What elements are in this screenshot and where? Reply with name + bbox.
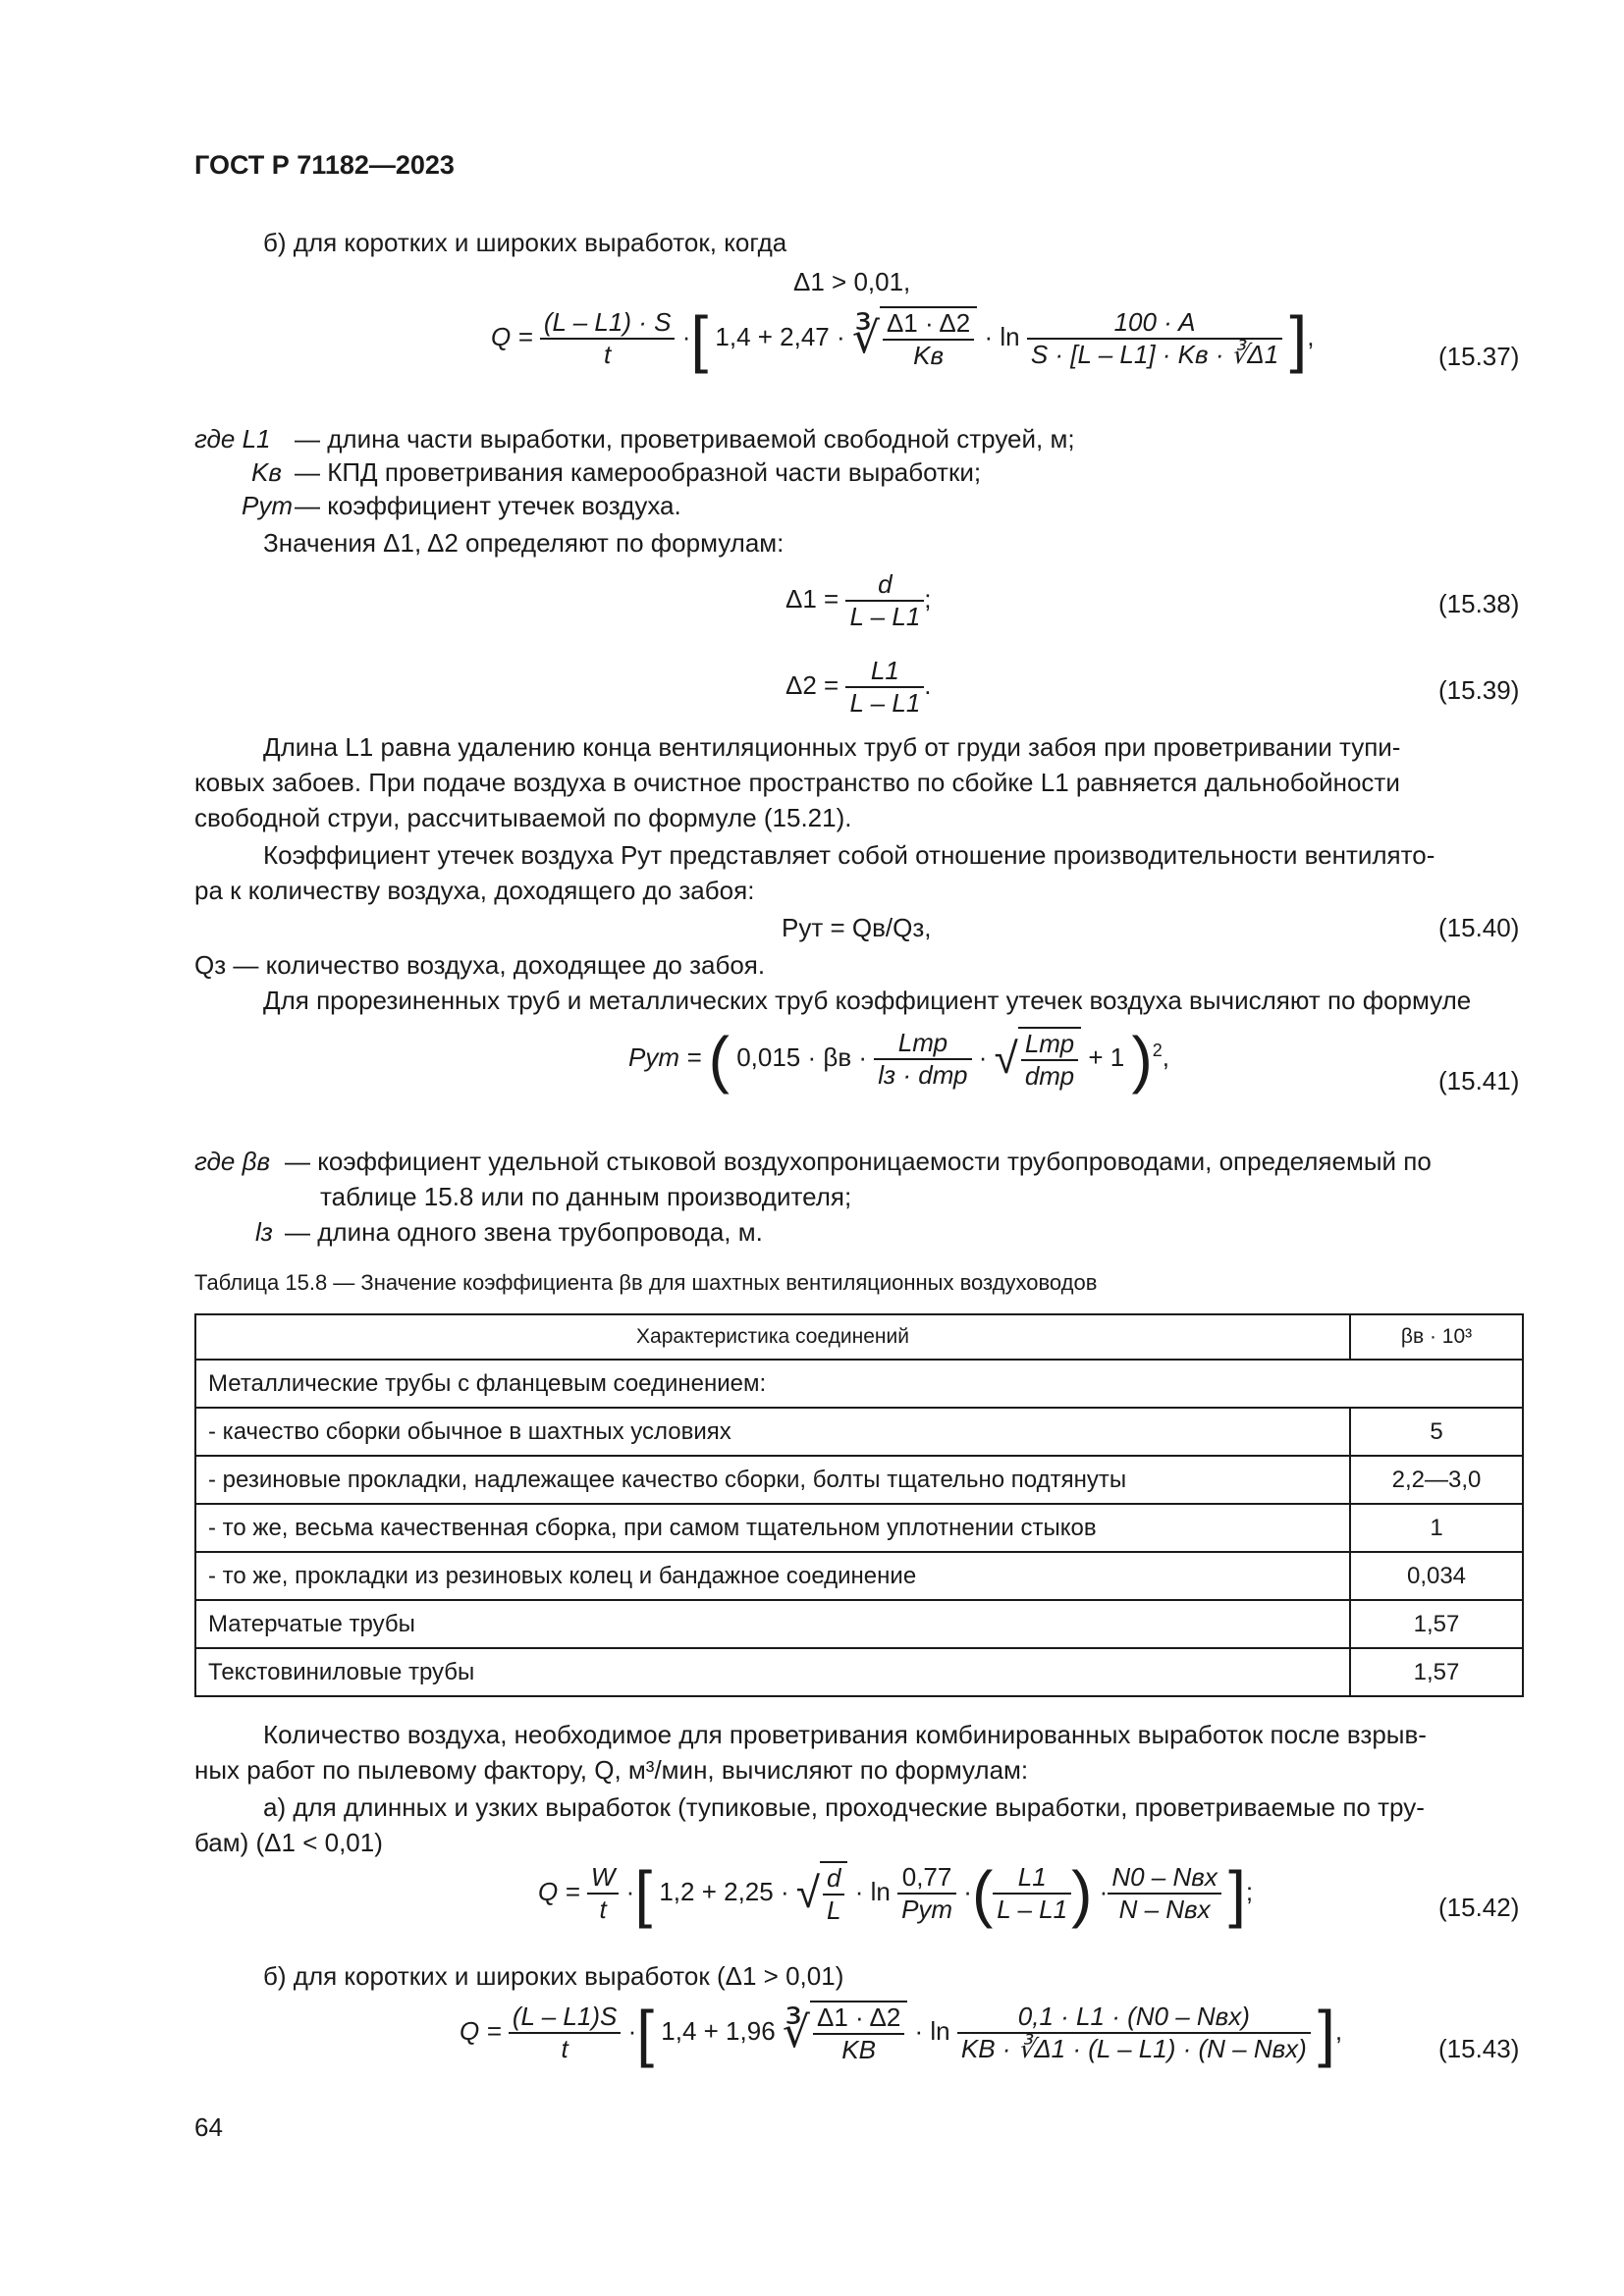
table-group-label: Металлические трубы с фланцевым соединением: (195, 1360, 1523, 1408)
rubber-pipes-intro: Для прорезиненных труб и металлических труб коэффициент утечек воздуха вычисляют по формуле (263, 986, 1472, 1015)
table-header-row (195, 1314, 1523, 1360)
table-row-value: 1,57 (1350, 1600, 1523, 1648)
table-header-characteristic: Характеристика соединений (195, 1314, 1350, 1360)
table-row (195, 1504, 1523, 1552)
table-row-label: - то же, прокладки из резиновых колец и бандажное соединение (195, 1552, 1350, 1600)
equation-number-15-42: (15.42) (1438, 1893, 1520, 1922)
values-intro: Значения Δ1, Δ2 определяют по формулам: (263, 528, 785, 558)
equation-15-42: Q = $\frac{W}{t}$ ·[ 1,2 + 2,25 · √ $\frac{d}{L}$ · ln 0,77 Pут ·( $\frac{L1}{L - L1}$ ) · N0 – Nвх N – Nвх ]; (538, 1858, 1254, 1930)
equation-number-15-43: (15.43) (1438, 2034, 1520, 2063)
table-row (195, 1648, 1523, 1696)
table-row-label: - качество сборки обычное в шахтных условиях (195, 1408, 1350, 1456)
def-text-beta-line2: таблице 15.8 или по данным производителя; (320, 1182, 852, 1211)
def-text-beta-line1: — коэффициент удельной стыковой воздухопроницаемости трубопроводами, определяемый по (285, 1147, 1432, 1176)
para-leak-line2: ра к количеству воздуха, доходящего до забоя: (194, 876, 755, 905)
table-row-value: 0,034 (1350, 1552, 1523, 1600)
equation-number-15-37: (15.37) (1438, 342, 1520, 371)
equation-15-41: Pут = ( 0,015 · βв · Lтр lз · dтр · √ Lтр dтр + 1 )$^2$, (628, 1024, 1170, 1095)
para-length-line3: свободной струи, рассчитываемой по формуле (15.21). (194, 803, 852, 832)
def-symbol-kv: Kв (251, 457, 282, 487)
para-a-line1: а) для длинных и узких выработок (тупиковые, проходческие выработки, проветриваемые по тру- (263, 1792, 1425, 1822)
equation-15-39: Δ2 = $\frac{L1}{L - L1}$ . (785, 656, 932, 719)
para-combined-line2: ных работ по пылевому фактору, Q, м³/мин, вычисляют по формулам: (194, 1755, 1029, 1785)
equation-15-43: Q = $\frac{(L - L1)S}{t}$ ·[ 1,4 + 1,96 ∛ Δ1 · Δ2 KВ · ln 0,1 · L1 · (N0 – Nвх) KВ · ∛Δ1 · (L – L1) · (N – Nвх) ], (460, 1998, 1343, 2069)
table-row (195, 1456, 1523, 1504)
table-header-beta: βв · 10³ (1350, 1314, 1523, 1360)
table-group-row (195, 1360, 1523, 1408)
equation-15-38: Δ1 = $\frac{d}{L - L1}$ ; (785, 569, 932, 632)
def-text-lz: — длина одного звена трубопровода, м. (285, 1217, 763, 1247)
def-symbol-put: Pут (242, 491, 293, 520)
def-symbol-l1: где L1 (194, 424, 271, 454)
coefficient-table (194, 1313, 1524, 1697)
section-b-intro: б) для коротких и широких выработок, когда (263, 228, 787, 257)
def-symbol-beta: где βв (194, 1147, 271, 1176)
condition-delta1: Δ1 > 0,01, (793, 267, 911, 296)
para-b2: б) для коротких и широких выработок (Δ1 > 0,01) (263, 1961, 844, 1991)
qz-definition: Qз — количество воздуха, доходящее до забоя. (194, 950, 766, 980)
para-a-line2: бам) (Δ1 < 0,01) (194, 1828, 383, 1857)
para-leak-line1: Коэффициент утечек воздуха Pут представляет собой отношение производительности вентилято- (263, 840, 1435, 870)
para-length-line1: Длина L1 равна удалению конца вентиляционных труб от груди забоя при проветривании тупи- (263, 732, 1401, 762)
def-text-put: — коэффициент утечек воздуха. (295, 491, 681, 520)
table-row-value: 1 (1350, 1504, 1523, 1552)
equation-number-15-38: (15.38) (1438, 589, 1520, 618)
para-length-line2: ковых забоев. При подаче воздуха в очистное пространство по сбойке L1 равняется дальнобойности (194, 768, 1400, 797)
table-row (195, 1600, 1523, 1648)
table-row-value: 2,2—3,0 (1350, 1456, 1523, 1504)
table-row-label: Текстовиниловые трубы (195, 1648, 1350, 1696)
para-combined-line1: Количество воздуха, необходимое для проветривания комбинированных выработок после взрыв- (263, 1720, 1427, 1749)
table-row-label: - резиновые прокладки, надлежащее качество сборки, болты тщательно подтянуты (195, 1456, 1350, 1504)
table-row-value: 5 (1350, 1408, 1523, 1456)
def-symbol-lz: lз (255, 1217, 273, 1247)
document-header: ГОСТ Р 71182—2023 (194, 150, 455, 180)
table-row (195, 1408, 1523, 1456)
table-row-label: Матерчатые трубы (195, 1600, 1350, 1648)
table-row-value: 1,57 (1350, 1648, 1523, 1696)
table-caption: Таблица 15.8 — Значение коэффициента βв для шахтных вентиляционных воздуховодов (194, 1270, 1098, 1295)
def-text-kv: — КПД проветривания камерообразной части выработки; (295, 457, 982, 487)
equation-15-40: Pут = Qв/Qз, (782, 913, 932, 942)
def-text-l1: — длина части выработки, проветриваемой свободной струей, м; (295, 424, 1075, 454)
table-row (195, 1552, 1523, 1600)
equation-15-37: Q = $\frac{(L - L1) \cdot S}{t}$ ·[ 1,4 + 2,47 · ∛ Δ1 · Δ2 Kв · ln 100 · A S · [L – L1] · Kв · ∛Δ1 ], (491, 303, 1315, 375)
equation-number-15-39: (15.39) (1438, 675, 1520, 705)
equation-number-15-40: (15.40) (1438, 913, 1520, 942)
table-row-label: - то же, весьма качественная сборка, при самом тщательном уплотнении стыков (195, 1504, 1350, 1552)
page-number: 64 (194, 2112, 223, 2142)
equation-number-15-41: (15.41) (1438, 1066, 1520, 1095)
